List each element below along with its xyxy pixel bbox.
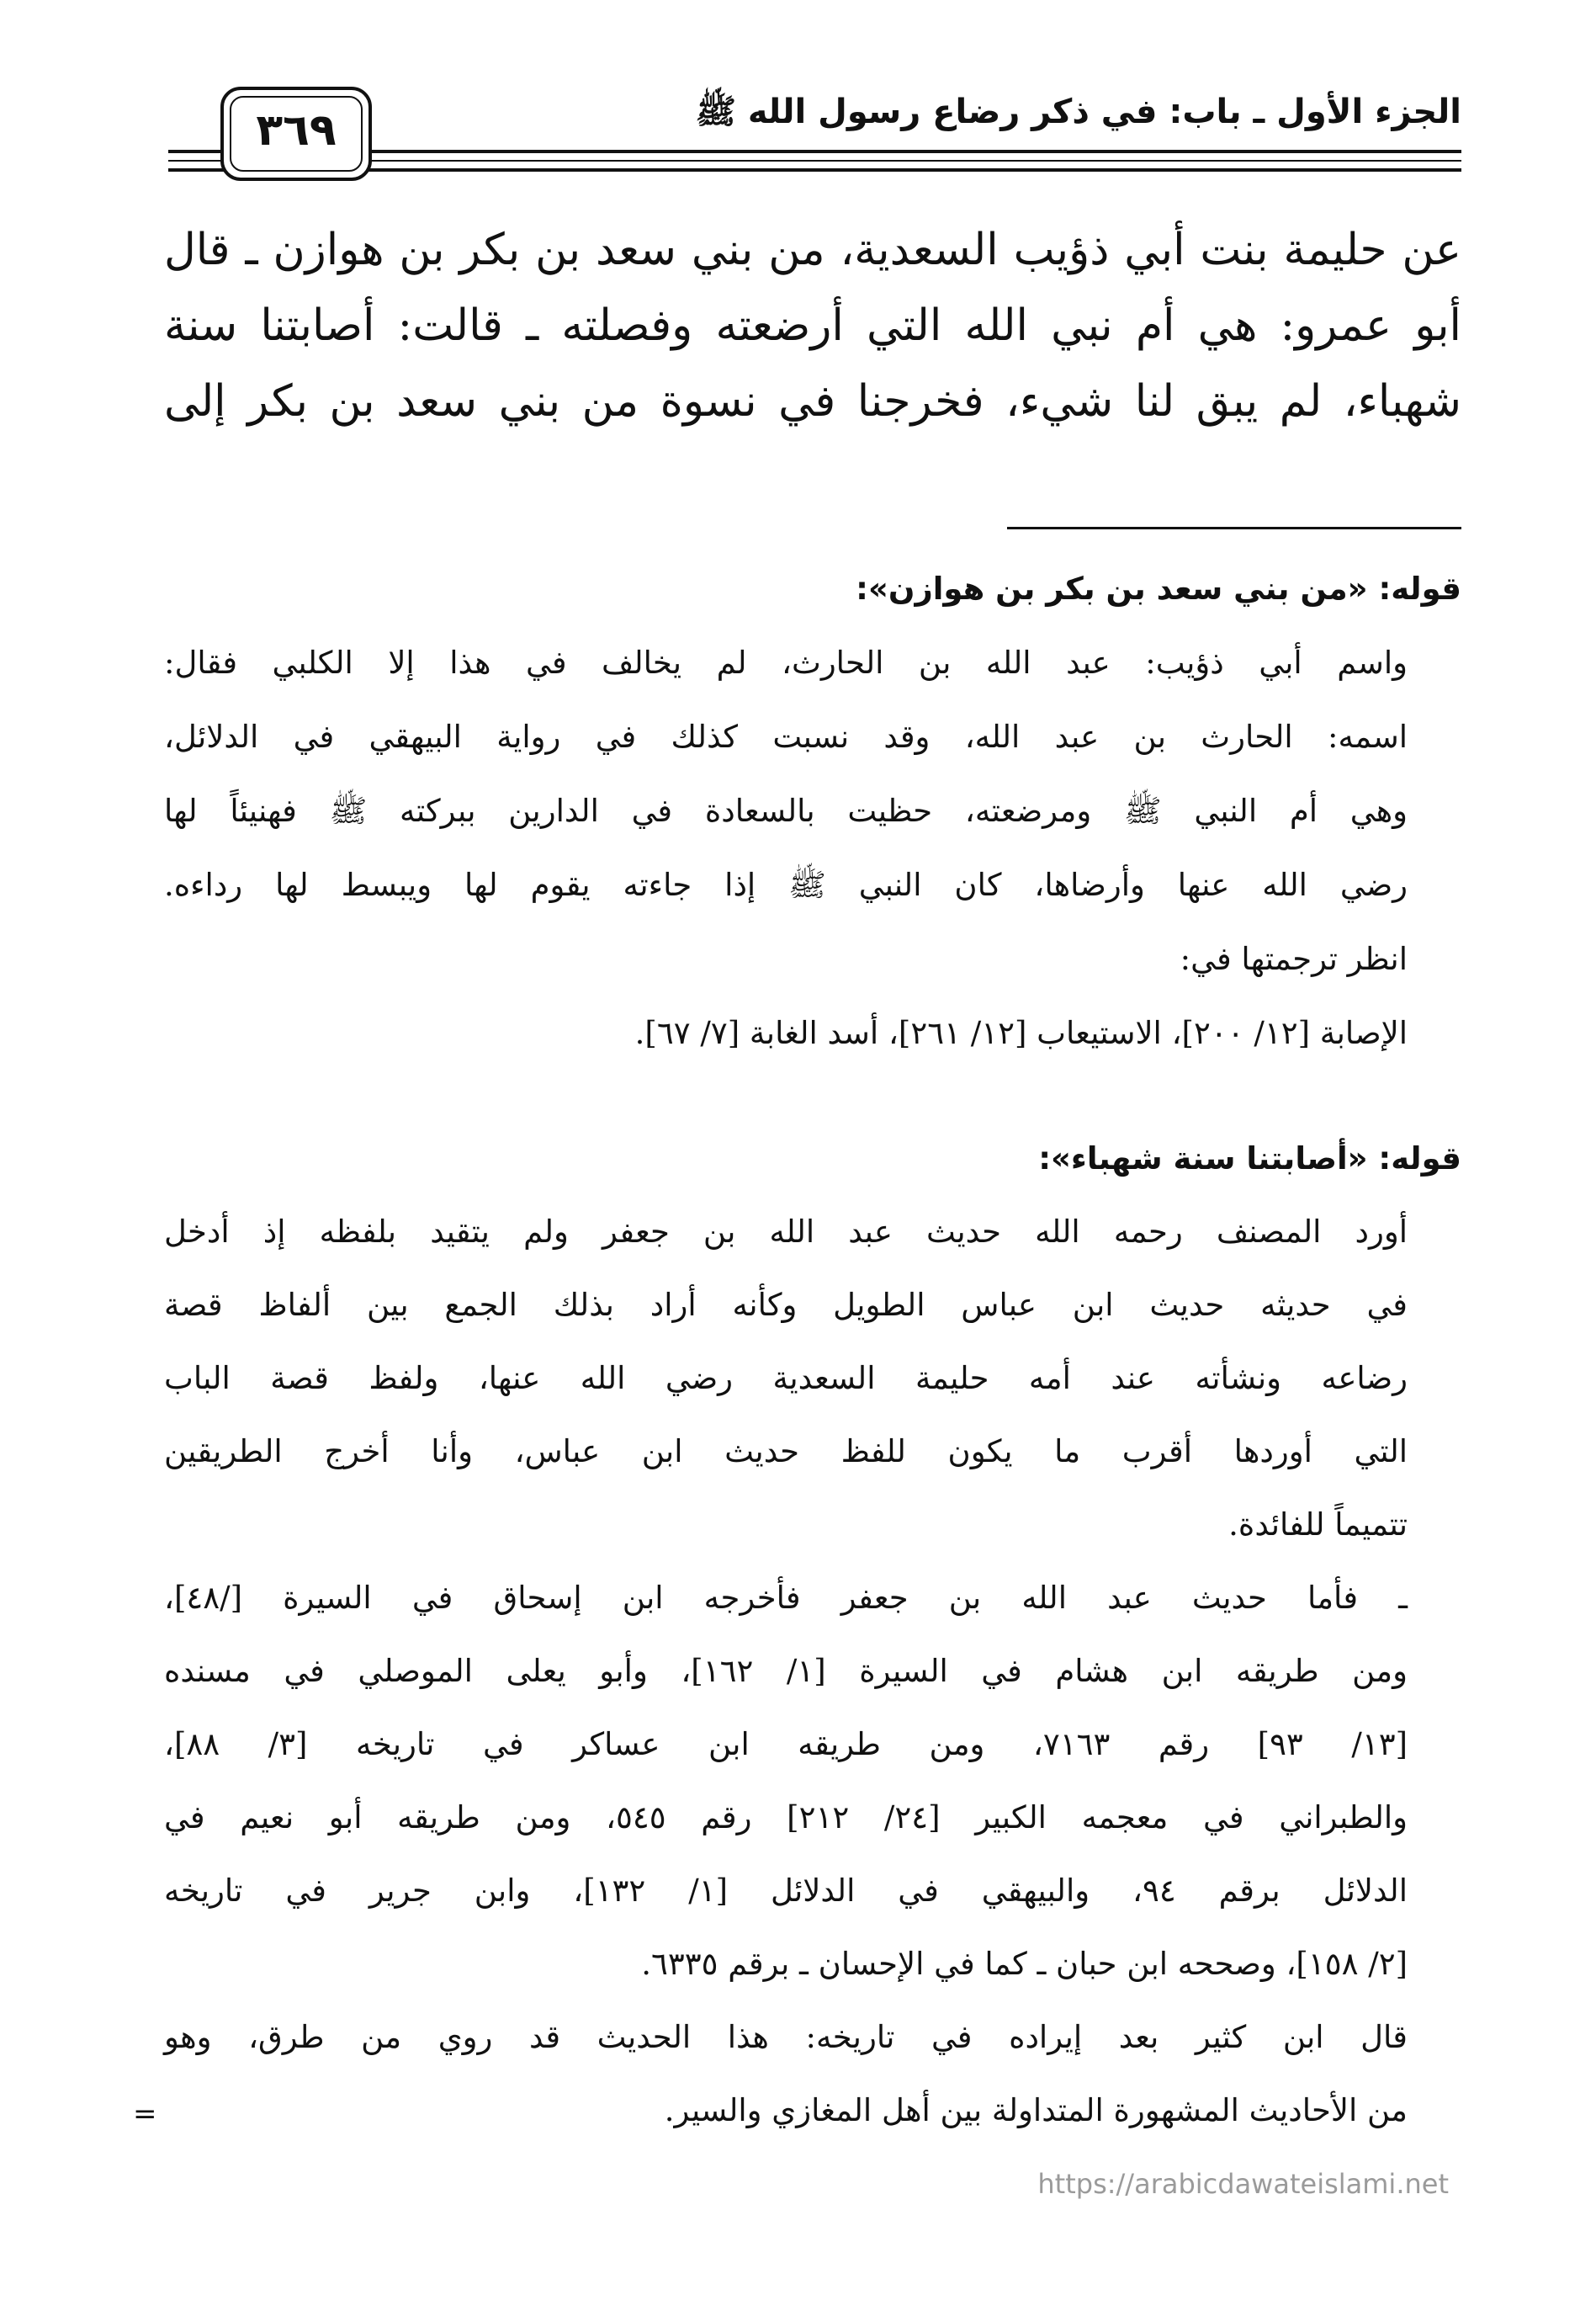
note-line: رضاعه ونشأته عند أمه حليمة السعدية رضي الله عنها، ولفظ قصة الباب <box>164 1360 1408 1396</box>
note-line: في حديثه حديث ابن عباس الطويل وكأنه أراد بذلك الجمع بين ألفاظ قصة <box>164 1287 1408 1323</box>
note-line: اسمه: الحارث بن عبد الله، وقد نسبت كذلك في رواية البيهقي في الدلائل، <box>164 719 1408 755</box>
commentary-note-1 <box>164 552 1461 1070</box>
note-line: رضي الله عنها وأرضاها، كان النبي ﷺ إذا جاءته يقوم لها ويبسط لها رداءه. <box>164 867 1408 903</box>
note-line: التي أوردها أقرب ما يكون للفظ حديث ابن عباس، وأنا أخرج الطريقين <box>164 1433 1408 1469</box>
note-line: [١٣/ ٩٣] رقم ٧١٦٣، ومن طريقه ابن عساكر في تاريخه [٣/ ٨٨]، <box>164 1726 1408 1762</box>
watermark-url: https://arabicdawateislami.net <box>1037 2168 1449 2200</box>
commentary-note-2 <box>164 1122 1461 2147</box>
note-line: تتميماً للفائدة. <box>1228 1506 1408 1543</box>
note-heading: قوله: «أصابتنا سنة شهباء»: <box>1038 1140 1461 1177</box>
page-number: ٣٦٩ <box>256 105 337 156</box>
note-line: الدلائل برقم ٩٤، والبيهقي في الدلائل [١/ ١٣٢]، وابن جرير في تاريخه <box>164 1873 1408 1909</box>
main-text-line: عن حليمة بنت أبي ذؤيب السعدية، من بني سعد بن بكر بن هوازن ـ قال <box>164 225 1461 275</box>
note-line: قال ابن كثير بعد إيراده في تاريخه: هذا الحديث قد روي من طرق، وهو <box>164 2019 1408 2055</box>
page-number-frame <box>220 87 372 181</box>
note-line: والطبراني في معجمه الكبير [٢٤/ ٢١٢] رقم ٥٤٥، ومن طريقه أبو نعيم في <box>164 1799 1408 1836</box>
note-line: من الأحاديث المشهورة المتداولة بين أهل المغازي والسير. <box>664 2092 1408 2128</box>
main-text <box>164 212 1461 439</box>
running-header-title: الجزء الأول ـ باب: في ذكر رضاع رسول الله ﷺ <box>695 93 1461 131</box>
note-line: أورد المصنف رحمه الله حديث عبد الله بن جعفر ولم يتقيد بلفظه إذ أدخل <box>164 1214 1408 1250</box>
note-line: ـ فأما حديث عبد الله بن جعفر فأخرجه ابن إسحاق في السيرة [/٤٨]، <box>164 1580 1408 1616</box>
main-text-line: شهباء، لم يبق لنا شيء، فخرجنا في نسوة من بني سعد بن بكر إلى <box>164 376 1461 427</box>
note-line: وهي أم النبي ﷺ ومرضعته، حظيت بالسعادة في الدارين ببركته ﷺ فهنيئاً لها <box>164 793 1408 829</box>
note-line: ومن طريقه ابن هشام في السيرة [١/ ١٦٢]، وأبو يعلى الموصلي في مسنده <box>164 1653 1408 1689</box>
note-line: الإصابة [١٢/ ٢٠٠]، الاستيعاب [١٢/ ٢٦١]، أسد الغابة [٧/ ٦٧]. <box>634 1015 1408 1051</box>
note-line: واسم أبي ذؤيب: عبد الله بن الحارث، لم يخالف في هذا إلا الكلبي فقال: <box>164 645 1408 681</box>
note-line: انظر ترجمتها في: <box>1180 941 1408 977</box>
continuation-mark: = <box>133 2097 157 2131</box>
note-line: [٢/ ١٥٨]، وصححه ابن حبان ـ كما في الإحسان ـ برقم ٦٣٣٥. <box>641 1946 1408 1982</box>
note-heading: قوله: «من بني سعد بن بكر بن هوازن»: <box>856 571 1461 607</box>
main-text-line: أبو عمرو: هي أم نبي الله التي أرضعته وفصلته ـ قالت: أصابتنا سنة <box>164 300 1461 351</box>
footnote-separator <box>1007 527 1461 529</box>
